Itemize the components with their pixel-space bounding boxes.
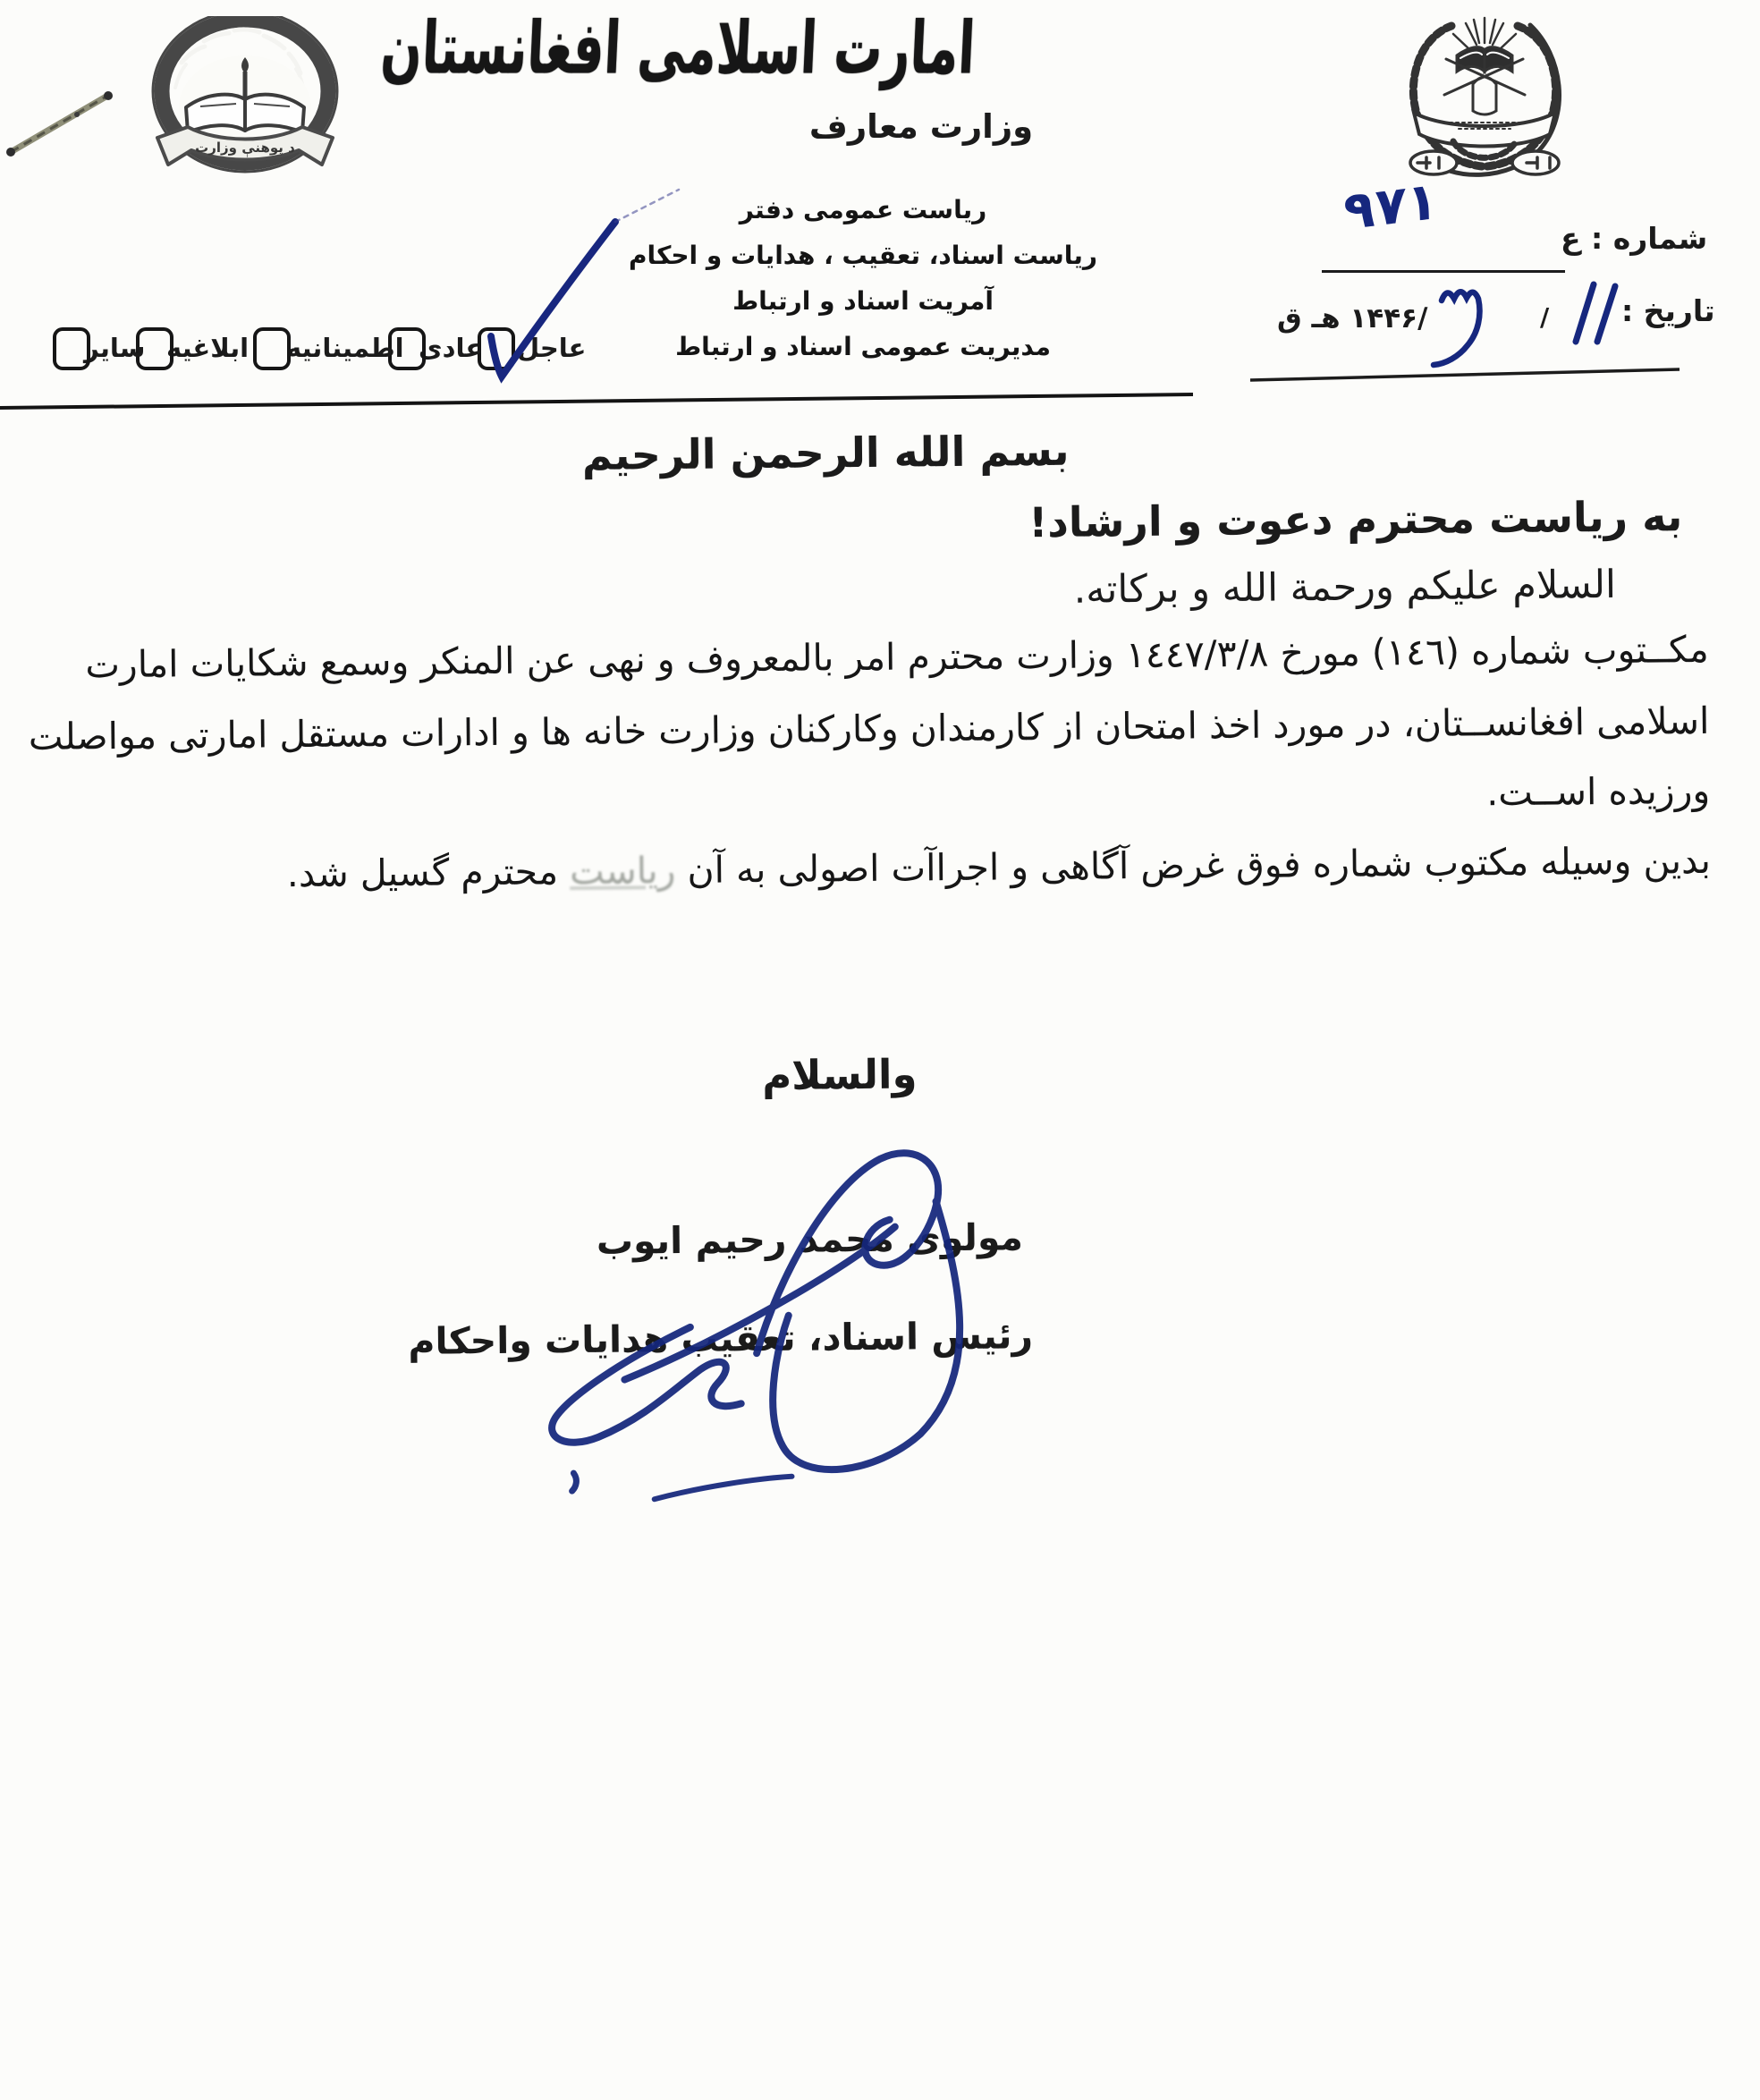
dept-line-4: مدیریت عمومی اسناد و ارتباط	[675, 332, 1051, 361]
paragraph-line-4-post: محترم گسیل شد.	[286, 850, 559, 896]
date-separator: /	[1540, 302, 1550, 332]
salutation-line: السلام علیکم ورحمة الله و برکاته.	[1073, 562, 1617, 613]
priority-label-notification: ابلاغیه	[166, 333, 250, 363]
paragraph-line-3: ورزیده اســت.	[1486, 768, 1711, 815]
handwritten-signature	[490, 1138, 1084, 1554]
priority-label-normal: عادی	[419, 333, 484, 363]
ministry-name: وزارت معارف	[808, 107, 1034, 146]
addressee-line: به ریاست محترم دعوت و ارشاد!	[1028, 492, 1683, 547]
closing-salutation: والسلام	[761, 1050, 918, 1100]
moe-logo-banner-text: د پوهنې وزارت	[195, 140, 295, 156]
dept-line-3: آمریت اسناد و ارتباط	[732, 286, 994, 316]
state-calligraphy-title: امارت اسلامی افغانستان	[378, 5, 977, 90]
paragraph-line-4-pre: بدین وسیله مکتوب شماره فوق غرض آگاهی و اجراآت اصولی به آن	[687, 838, 1712, 892]
paragraph-line-1: مکــتوب شماره (١٤٦) مورخ ١٤٤٧/٣/٨ وزارت محترم امر بالمعروف و نهی عن المنکر وسمع شکایات امارت	[85, 627, 1709, 687]
priority-label-urgent: عاجل	[517, 333, 587, 363]
priority-label-other: سایر	[84, 333, 146, 363]
date-label: تاریخ :	[1621, 293, 1715, 328]
dept-line-2: ریاست اسناد، تعقیب ، هدایات و احکام	[629, 241, 1097, 270]
signatory-title: رئیس اسناد، تعقیب هدایات واحکام	[408, 1314, 1034, 1363]
date-year-printed: /۱۴۴۶ هـ ق	[1277, 302, 1428, 334]
number-label: شماره : ع	[1561, 221, 1708, 256]
signatory-name: مولوی محمد رحیم ایوب	[596, 1215, 1024, 1263]
paragraph-line-2: اسلامی افغانســتان، در مورد اخذ امتحان از کارمندان وکارکنان وزارت خانه ها و ادارات مستقل امارتی مواصلت	[28, 699, 1710, 758]
dept-line-1: ریاست عمومی دفتر	[739, 195, 987, 224]
priority-label-assurance: اطمینانیه	[286, 333, 404, 363]
bismillah: بسم الله الرحمن الرحیم	[581, 426, 1070, 479]
paragraph-line-4	[287, 839, 1712, 895]
paragraph-line-4-smudged-word: ریاست	[569, 849, 676, 893]
number-value-handwritten: ٩٧١	[1342, 169, 1439, 242]
